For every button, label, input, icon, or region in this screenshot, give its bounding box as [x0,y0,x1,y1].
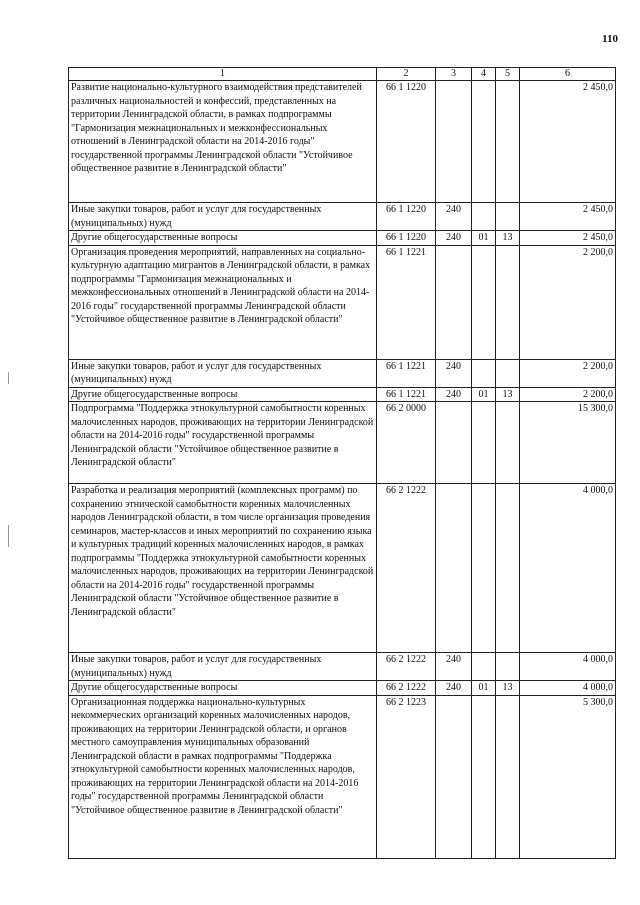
cell-code: 66 1 1221 [377,387,436,402]
table-row [69,359,616,387]
cell-name: Развитие национально-культурного взаимодействия представителей различных национальностей и конфессий, представленных на территории Ленинградской области, в рамках подпрограммы "Гармонизация межнациональных и межконфессиональных отношений в Ленинградской области на 2014-2016 годы" государственной программы Ленинградской области "Устойчивое общественное развитие в Ленинградской области" [69,81,377,203]
cell-code: 66 1 1221 [377,359,436,387]
cell-pr [496,653,520,681]
cell-name: Другие общегосударственные вопросы [69,231,377,246]
cell-rz [472,81,496,203]
cell-pr: 13 [496,231,520,246]
cell-vr: 240 [436,203,472,231]
cell-sum: 2 450,0 [520,81,616,203]
cell-name: Другие общегосударственные вопросы [69,387,377,402]
cell-name: Организация проведения мероприятий, направленных на социально-культурную адаптацию мигрантов в Ленинградской области, в рамках подпрограммы "Гармонизация межнациональных и межконфессиональных отношений в Ленинградской области на 2014-2016 годы" государственной программы Ленинградской области "Устойчивое общественное развитие в Ленинградской области" [69,245,377,359]
cell-code: 66 1 1220 [377,203,436,231]
cell-rz [472,695,496,858]
cell-sum: 4 000,0 [520,653,616,681]
header-col-1: 1 [69,68,377,81]
cell-pr [496,203,520,231]
cell-name: Организационная поддержка национально-культурных некоммерческих организаций коренных малочисленных народов, проживающих на территории Ленинградской области, и органов местного самоуправления муниципальных образований Ленинградской области в рамках подпрограммы "Поддержка этнокультурной самобытности коренных малочисленных народов, проживающих на территории Ленинградской области на 2014-2016 годы" государственной программы Ленинградской области "Устойчивое общественное развитие в Ленинградской области" [69,695,377,858]
cell-vr: 240 [436,653,472,681]
cell-sum: 4 000,0 [520,681,616,696]
cell-code: 66 1 1220 [377,81,436,203]
cell-pr [496,81,520,203]
header-col-2: 2 [377,68,436,81]
cell-sum: 2 200,0 [520,359,616,387]
cell-sum: 4 000,0 [520,484,616,653]
cell-pr: 13 [496,387,520,402]
table-body [69,81,616,859]
table-row [69,81,616,203]
table-row [69,203,616,231]
cell-sum: 2 200,0 [520,245,616,359]
header-col-3: 3 [436,68,472,81]
table-row [69,402,616,484]
header-col-6: 6 [520,68,616,81]
cell-rz: 01 [472,231,496,246]
cell-pr [496,359,520,387]
table-row [69,695,616,858]
cell-vr [436,81,472,203]
cell-code: 66 2 1222 [377,653,436,681]
table-row [69,484,616,653]
cell-code: 66 2 0000 [377,402,436,484]
cell-code: 66 2 1222 [377,484,436,653]
cell-vr [436,402,472,484]
cell-sum: 5 300,0 [520,695,616,858]
cell-vr: 240 [436,231,472,246]
cell-rz [472,203,496,231]
cell-pr: 13 [496,681,520,696]
page-number: 110 [602,33,618,45]
cell-name: Подпрограмма "Поддержка этнокультурной самобытности коренных малочисленных народов, проживающих на территории Ленинградской области на 2014-2016 годы" государственной программы Ленинградской области "Устойчивое общественное развитие в Ленинградской области" [69,402,377,484]
scan-mark [8,525,9,547]
budget-table [68,67,616,859]
cell-vr [436,484,472,653]
cell-pr [496,484,520,653]
header-row [69,68,616,81]
cell-code: 66 1 1221 [377,245,436,359]
cell-sum: 2 450,0 [520,203,616,231]
table-row [69,245,616,359]
cell-rz [472,402,496,484]
cell-rz: 01 [472,387,496,402]
cell-name: Иные закупки товаров, работ и услуг для государственных (муниципальных) нужд [69,203,377,231]
header-col-5: 5 [496,68,520,81]
cell-name: Иные закупки товаров, работ и услуг для государственных (муниципальных) нужд [69,653,377,681]
cell-pr [496,402,520,484]
scan-mark [8,372,9,384]
cell-vr: 240 [436,359,472,387]
cell-sum: 15 300,0 [520,402,616,484]
cell-pr [496,695,520,858]
header-col-4: 4 [472,68,496,81]
cell-name: Иные закупки товаров, работ и услуг для государственных (муниципальных) нужд [69,359,377,387]
cell-vr: 240 [436,681,472,696]
cell-rz [472,359,496,387]
cell-sum: 2 200,0 [520,387,616,402]
cell-rz [472,484,496,653]
table-row [69,387,616,402]
cell-rz [472,245,496,359]
cell-code: 66 1 1220 [377,231,436,246]
table-row [69,653,616,681]
cell-pr [496,245,520,359]
cell-vr [436,695,472,858]
cell-code: 66 2 1222 [377,681,436,696]
cell-vr [436,245,472,359]
table-row [69,231,616,246]
table-row [69,681,616,696]
cell-code: 66 2 1223 [377,695,436,858]
cell-name: Другие общегосударственные вопросы [69,681,377,696]
cell-rz [472,653,496,681]
cell-sum: 2 450,0 [520,231,616,246]
cell-vr: 240 [436,387,472,402]
cell-name: Разработка и реализация мероприятий (комплексных программ) по сохранению этнической самобытности коренных малочисленных народов Ленинградской области, в том числе организация проведения семинаров, мастер-классов и иных мероприятий по сохранению языка и культурных традиций коренных малочисленных народов, в рамках подпрограммы "Поддержка этнокультурной самобытности коренных малочисленных народов, проживающих на территории Ленинградской области на 2014-2016 годы" государственной программы Ленинградской области "Устойчивое общественное развитие в Ленинградской области" [69,484,377,653]
cell-rz: 01 [472,681,496,696]
